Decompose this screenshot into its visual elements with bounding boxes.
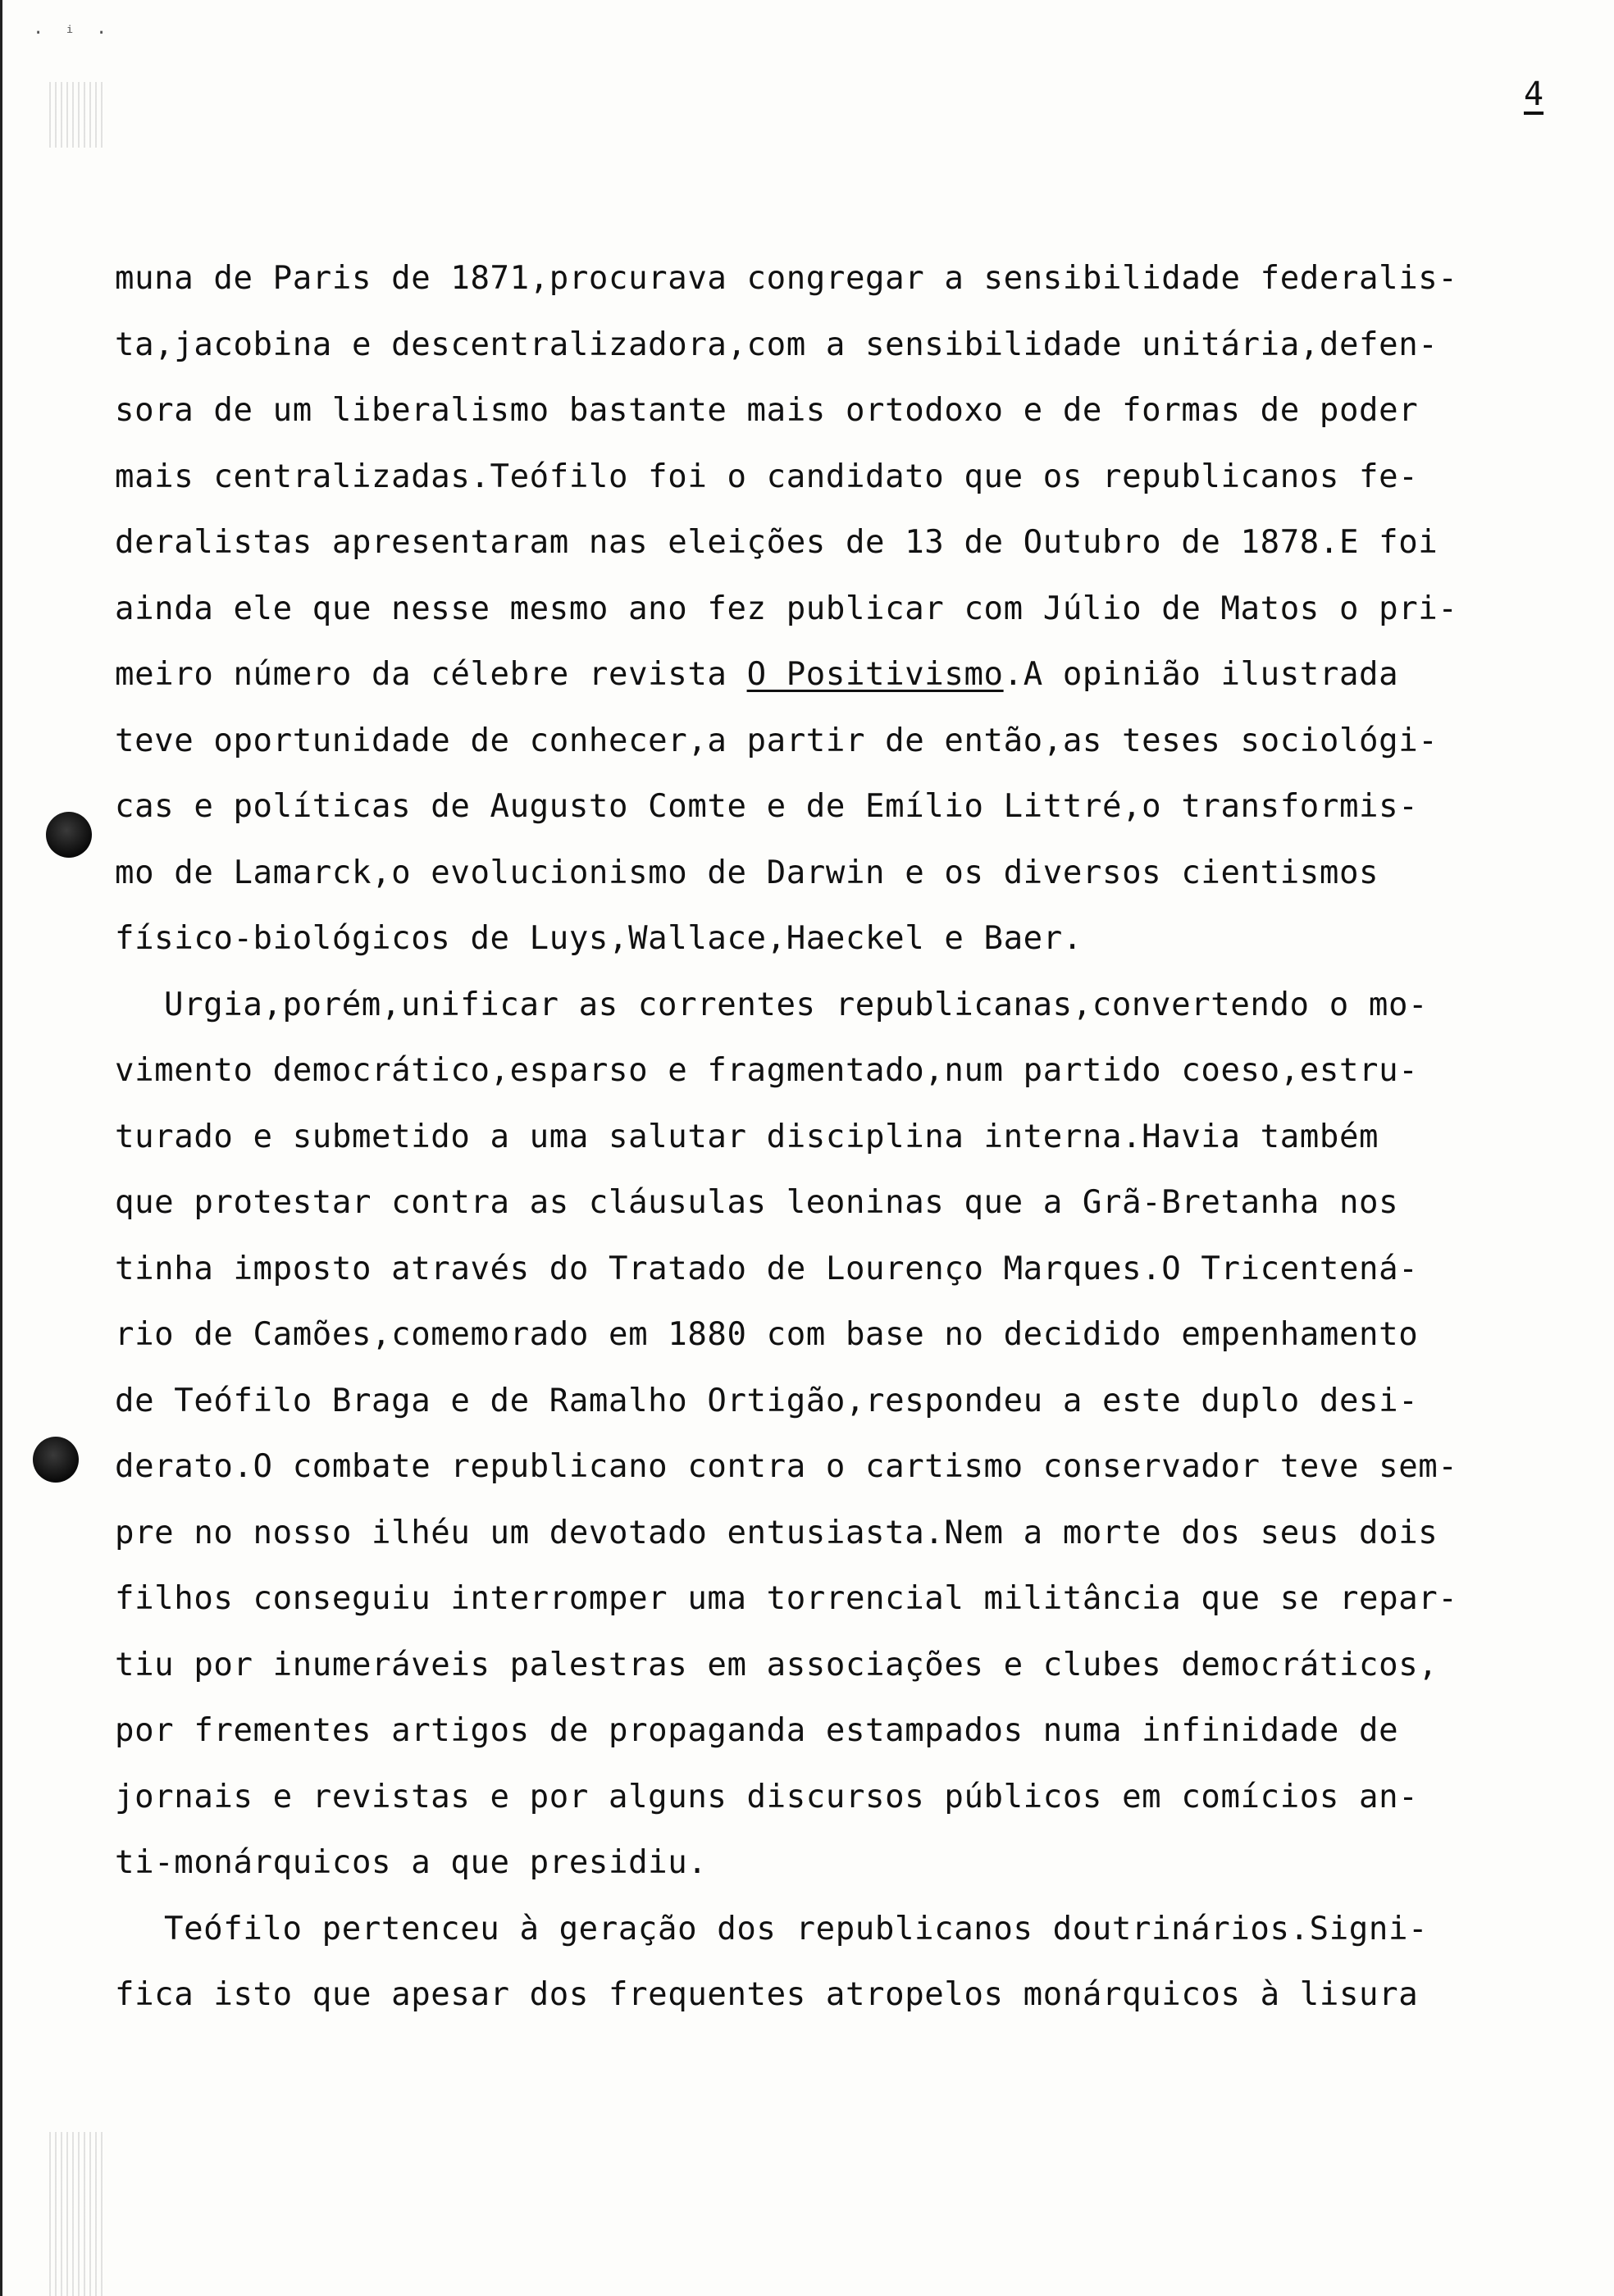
text-line: jornais e revistas e por alguns discursos públicos em comícios an- — [115, 1778, 1419, 1815]
text-line: turado e submetido a uma salutar disciplina interna.Havia também — [115, 1118, 1379, 1155]
text-line: teve oportunidade de conhecer,a partir de então,as teses sociológi- — [115, 722, 1438, 759]
punch-hole-icon — [46, 812, 92, 858]
page-edge — [0, 0, 2, 2296]
text-line: de Teófilo Braga e de Ramalho Ortigão,respondeu a este duplo desi- — [115, 1382, 1419, 1419]
punch-hole-icon — [33, 1437, 79, 1483]
paragraph-start: Urgia,porém,unificar as correntes republicanas,convertendo o mo- — [164, 986, 1429, 1023]
body-text — [115, 246, 1509, 2029]
text-line: rio de Camões,comemorado em 1880 com base no decidido empenhamento — [115, 1316, 1419, 1353]
text-line: muna de Paris de 1871,procurava congregar a sensibilidade federalis- — [115, 260, 1458, 297]
text-line — [115, 1897, 1509, 1963]
scan-specks: · ⁱ · — [33, 23, 112, 43]
scan-noise-bottom — [49, 2132, 107, 2296]
text-line: ainda ele que nesse mesmo ano fez publicar com Júlio de Matos o pri- — [115, 590, 1458, 627]
text-line — [115, 973, 1509, 1039]
scan-noise-top — [49, 82, 107, 148]
text-line: ti-monárquicos a que presidiu. — [115, 1844, 708, 1881]
journal-title: O Positivismo — [746, 656, 1004, 693]
text-line: vimento democrático,esparso e fragmentado,num partido coeso,estru- — [115, 1052, 1419, 1089]
page-number: 4 — [1524, 75, 1544, 113]
text-line: por frementes artigos de propaganda estampados numa infinidade de — [115, 1712, 1399, 1749]
text-line: tinha imposto através do Tratado de Lourenço Marques.O Tricentená- — [115, 1250, 1419, 1287]
text-line: tiu por inumeráveis palestras em associações e clubes democráticos, — [115, 1646, 1438, 1683]
text-line: que protestar contra as cláusulas leoninas que a Grã-Bretanha nos — [115, 1184, 1399, 1221]
text-line: físico-biológicos de Luys,Wallace,Haeckel e Baer. — [115, 920, 1083, 957]
text-fragment: meiro número da célebre revista — [115, 656, 747, 693]
text-line: mo de Lamarck,o evolucionismo de Darwin e os diversos cientismos — [115, 854, 1379, 891]
text-line: derato.O combate republicano contra o cartismo conservador teve sem- — [115, 1448, 1458, 1485]
text-line: cas e políticas de Augusto Comte e de Emílio Littré,o transformis- — [115, 788, 1419, 825]
text-line: fica isto que apesar dos frequentes atropelos monárquicos à lisura — [115, 1976, 1419, 2013]
paragraph-start: Teófilo pertenceu à geração dos republicanos doutrinários.Signi- — [164, 1910, 1429, 1947]
text-line: sora de um liberalismo bastante mais ortodoxo e de formas de poder — [115, 392, 1419, 429]
text-line: pre no nosso ilhéu um devotado entusiasta.Nem a morte dos seus dois — [115, 1514, 1438, 1551]
text-line: filhos conseguiu interromper uma torrencial militância que se repar- — [115, 1580, 1458, 1617]
text-line: deralistas apresentaram nas eleições de 13 de Outubro de 1878.E foi — [115, 524, 1438, 561]
text-fragment: .A opinião ilustrada — [1003, 656, 1399, 693]
text-line: ta,jacobina e descentralizadora,com a sensibilidade unitária,defen- — [115, 326, 1438, 363]
text-line: mais centralizadas.Teófilo foi o candidato que os republicanos fe- — [115, 458, 1419, 495]
text-line — [115, 642, 1509, 708]
